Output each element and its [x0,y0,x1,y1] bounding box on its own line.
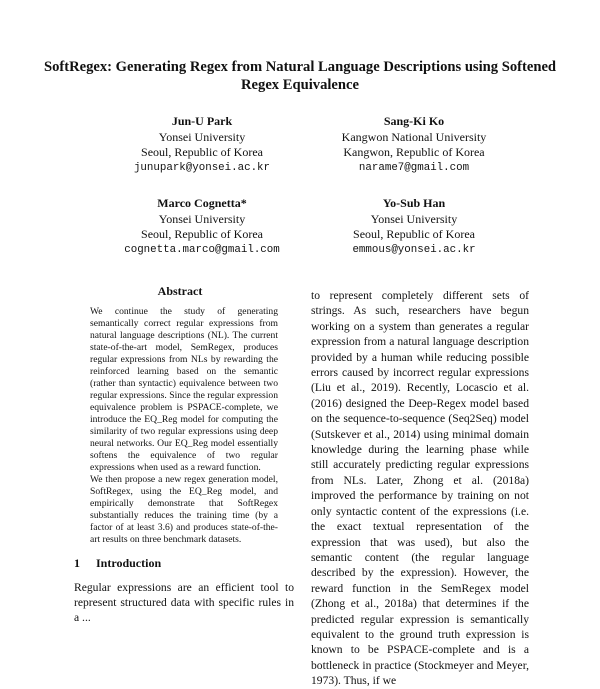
abstract-paragraph: We continue the study of generating semantically correct regular expressions from natural language descriptions (NL). The current state-of-the-art model, SemRegex, produces regular expressions from NLs by rewarding the reinforced learning based on the semantic (rather than syntactic) equivalence between two regular expressions. Since the regular expression equivalence problem is PSPACE-complete, we introduce the EQ_Reg model for computing the similarity of two regular expressions using deep neural networks. Our EQ_Reg model essentially softens the equivalence of two regular expressions when used as a reward function. [90,306,278,473]
section-heading [74,556,294,571]
author-location: Seoul, Republic of Korea [141,145,263,159]
abstract-paragraph: We then propose a new regex generation model, SoftRegex, using the EQ_Reg model, and empirically demonstrate that SoftRegex substantially reduces the training time (by a factor of at least 3.6) and produces state-of-the-art results on three benchmark datasets. [90,474,278,545]
author-location: Kangwon, Republic of Korea [343,145,485,159]
author-block [294,114,534,176]
abstract-body [90,306,278,546]
right-column-text: to represent completely different sets of strings. As such, researchers have begun working on a system than generates a regular expression from a natural language description provided by a human while reducing possible errors caused by incorrect regular expressions (Liu et al., 2019). Recently, Locascio et al. (2016) designed the Deep-Regex model based on the sequence-to-sequence (Seq2Seq) model (Sutskever et al., 2014) using minimal domain knowledge during the learning phase while still accurately predicting regular expressions from NLs. Later, Zhong et al. (2018a) improved the performance by training on not only syntactic content of the expressions (i.e. the exact textual representation of the expression that was used), but also the semantic content (the regular language described by the expression). However, the reward function in the SemRegex model (Zhong et al., 2018a) that determines if the predicted regular expression is semantically equivalent to the ground truth expression is known to be PSPACE-complete and is a bottleneck in practice (Stockmeyer and Meyer, 1973). Thus, if we [311,289,529,688]
author-name: Yo-Sub Han [382,196,446,210]
author-location: Seoul, Republic of Korea [353,227,475,241]
intro-paragraph: Regular expressions are an efficient tool to represent structured data with specific rules in a ... [74,581,294,625]
author-block [82,196,322,258]
author-affiliation: Yonsei University [370,211,458,226]
section-title: Introduction [96,556,162,570]
author-email: cognetta.marco@gmail.com [124,243,280,256]
author-name: Marco Cognetta* [157,196,247,210]
author-affiliation: Kangwon National University [341,129,487,144]
author-affiliation: Yonsei University [158,129,246,144]
author-email: emmous@yonsei.ac.kr [352,243,476,256]
author-name: Sang-Ki Ko [383,114,445,128]
author-email: junupark@yonsei.ac.kr [133,161,271,174]
abstract-heading: Abstract [157,284,203,298]
author-location: Seoul, Republic of Korea [141,227,263,241]
author-block [82,114,322,176]
author-block [294,196,534,258]
section-number: 1 [74,556,80,570]
author-affiliation: Yonsei University [158,211,246,226]
author-name: Jun-U Park [171,114,233,128]
author-email: narame7@gmail.com [358,161,470,174]
paper-title: SoftRegex: Generating Regex from Natural Language Descriptions using Softened Regex Equivalence [43,59,557,93]
